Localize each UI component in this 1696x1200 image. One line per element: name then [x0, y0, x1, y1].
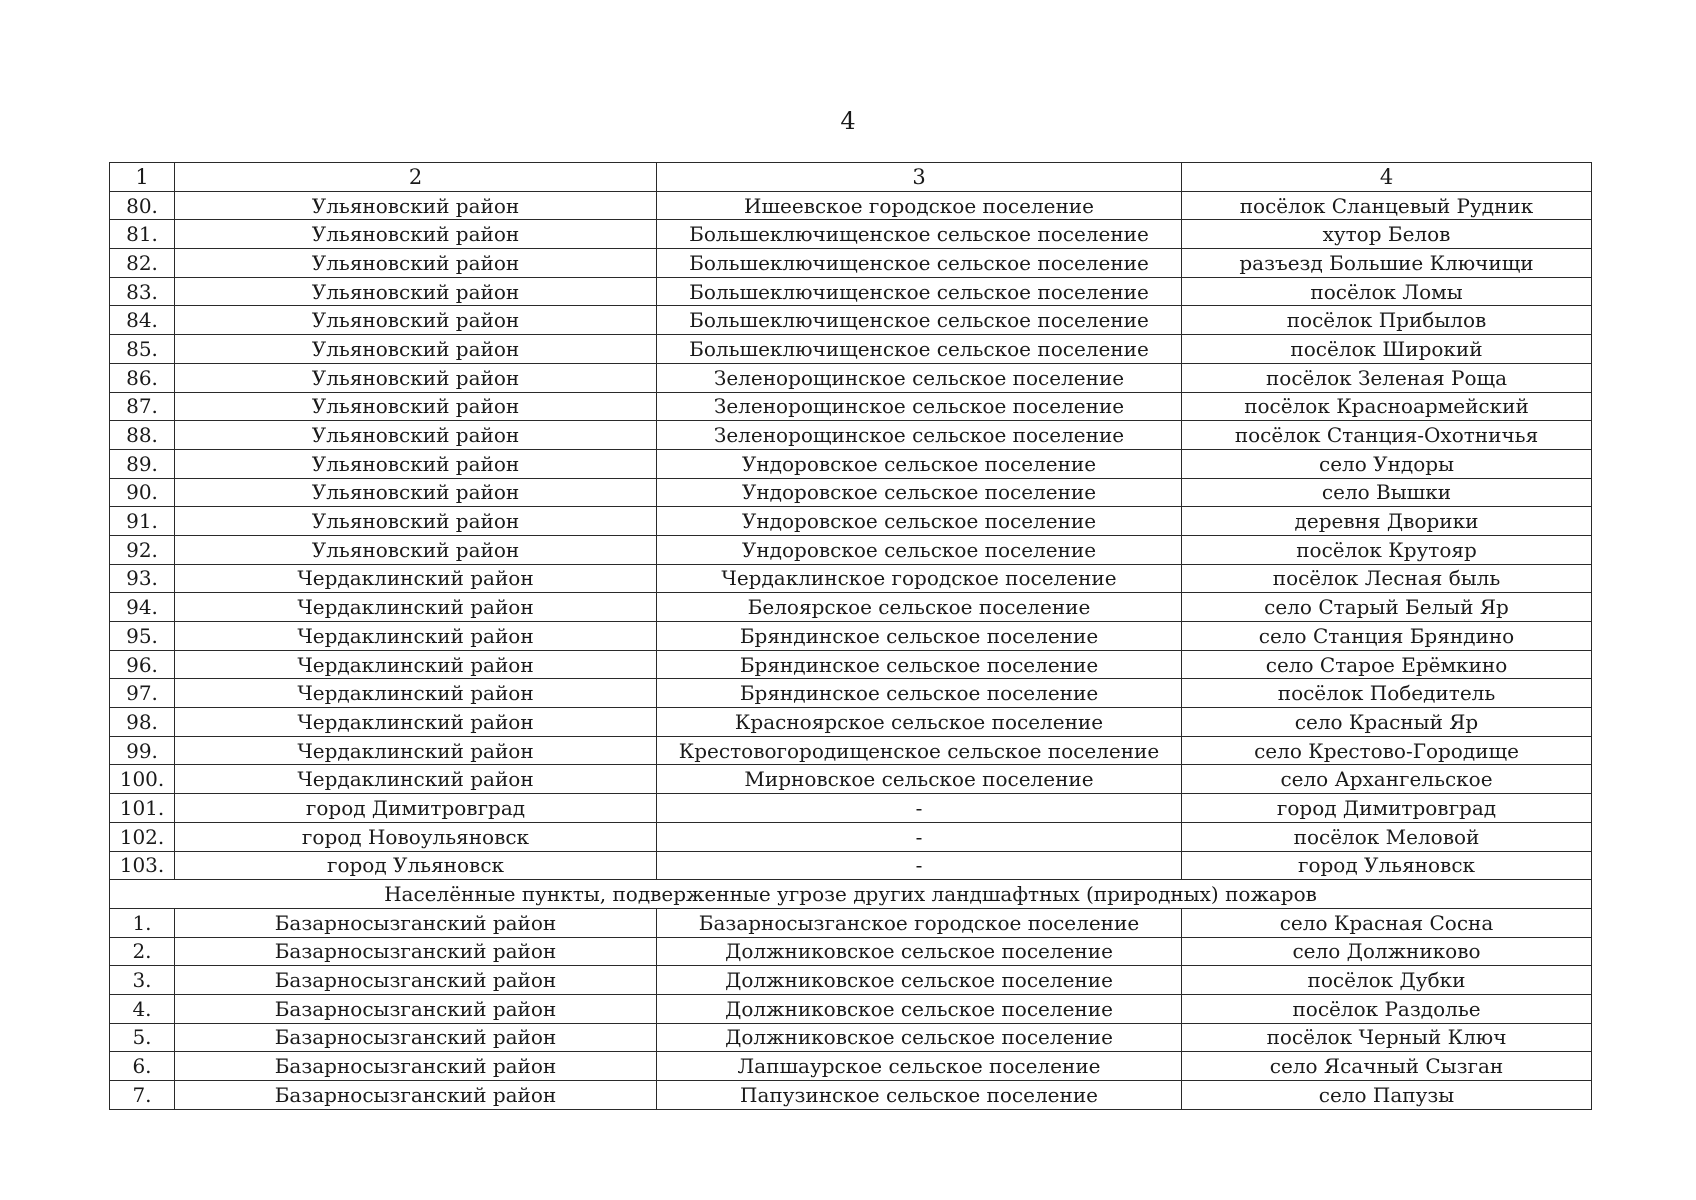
locality-cell: село Должниково: [1182, 937, 1592, 966]
row-number-cell: 89.: [110, 449, 175, 478]
locality-cell: деревня Дворики: [1182, 507, 1592, 536]
district-cell: Ульяновский район: [175, 392, 657, 421]
row-number-cell: 93.: [110, 564, 175, 593]
section-row: [110, 880, 1592, 909]
district-cell: Ульяновский район: [175, 478, 657, 507]
district-cell: Базарносызганский район: [175, 1081, 657, 1110]
header-row: [110, 163, 1592, 192]
table-row: [110, 249, 1592, 278]
table-row: [110, 622, 1592, 651]
district-cell: Ульяновский район: [175, 191, 657, 220]
page-number: 4: [840, 107, 856, 135]
settlement-municipality-cell: Ундоровское сельское поселение: [657, 478, 1182, 507]
row-number-cell: 85.: [110, 335, 175, 364]
locality-cell: посёлок Широкий: [1182, 335, 1592, 364]
settlement-municipality-cell: Зеленорощинское сельское поселение: [657, 363, 1182, 392]
settlement-municipality-cell: Бряндинское сельское поселение: [657, 650, 1182, 679]
row-number-cell: 102.: [110, 822, 175, 851]
settlement-municipality-cell: Большеключищенское сельское поселение: [657, 249, 1182, 278]
locality-cell: село Старый Белый Яр: [1182, 593, 1592, 622]
settlement-municipality-cell: Мирновское сельское поселение: [657, 765, 1182, 794]
table-row: [110, 822, 1592, 851]
table-header: [110, 163, 1592, 192]
row-number-cell: 90.: [110, 478, 175, 507]
row-number-cell: 84.: [110, 306, 175, 335]
settlement-municipality-cell: Зеленорощинское сельское поселение: [657, 421, 1182, 450]
settlement-municipality-cell: -: [657, 851, 1182, 880]
settlement-municipality-cell: Большеключищенское сельское поселение: [657, 277, 1182, 306]
district-cell: Ульяновский район: [175, 535, 657, 564]
table-row: [110, 220, 1592, 249]
district-cell: Чердаклинский район: [175, 622, 657, 651]
table-row: [110, 392, 1592, 421]
header-cell-1: 1: [110, 163, 175, 192]
row-number-cell: 101.: [110, 794, 175, 823]
locality-cell: посёлок Крутояр: [1182, 535, 1592, 564]
district-cell: Чердаклинский район: [175, 708, 657, 737]
district-cell: Чердаклинский район: [175, 679, 657, 708]
table-row: [110, 679, 1592, 708]
settlement-municipality-cell: Ундоровское сельское поселение: [657, 507, 1182, 536]
settlement-municipality-cell: Должниковское сельское поселение: [657, 1023, 1182, 1052]
settlement-municipality-cell: Крестовогородищенское сельское поселение: [657, 736, 1182, 765]
table-row: [110, 908, 1592, 937]
section-title: Населённые пункты, подверженные угрозе других ландшафтных (природных) пожаров: [110, 880, 1592, 909]
table-row: [110, 593, 1592, 622]
district-cell: Ульяновский район: [175, 421, 657, 450]
table-row: [110, 535, 1592, 564]
table-row: [110, 794, 1592, 823]
district-cell: Базарносызганский район: [175, 1023, 657, 1052]
locality-cell: село Вышки: [1182, 478, 1592, 507]
row-number-cell: 87.: [110, 392, 175, 421]
district-cell: Ульяновский район: [175, 277, 657, 306]
district-cell: Чердаклинский район: [175, 650, 657, 679]
table-row: [110, 851, 1592, 880]
row-number-cell: 103.: [110, 851, 175, 880]
table-row: [110, 507, 1592, 536]
settlement-municipality-cell: Должниковское сельское поселение: [657, 966, 1182, 995]
row-number-cell: 81.: [110, 220, 175, 249]
table-row: [110, 765, 1592, 794]
district-cell: Ульяновский район: [175, 220, 657, 249]
settlement-municipality-cell: Чердаклинское городское поселение: [657, 564, 1182, 593]
settlements-table: [109, 162, 1592, 1110]
locality-cell: посёлок Зеленая Роща: [1182, 363, 1592, 392]
settlement-municipality-cell: Ундоровское сельское поселение: [657, 535, 1182, 564]
district-cell: Базарносызганский район: [175, 966, 657, 995]
district-cell: Базарносызганский район: [175, 1052, 657, 1081]
district-cell: Ульяновский район: [175, 306, 657, 335]
district-cell: Ульяновский район: [175, 335, 657, 364]
locality-cell: село Архангельское: [1182, 765, 1592, 794]
settlement-municipality-cell: Ундоровское сельское поселение: [657, 449, 1182, 478]
settlement-municipality-cell: Бряндинское сельское поселение: [657, 679, 1182, 708]
row-number-cell: 98.: [110, 708, 175, 737]
locality-cell: город Ульяновск: [1182, 851, 1592, 880]
row-number-cell: 94.: [110, 593, 175, 622]
table-row: [110, 478, 1592, 507]
locality-cell: село Папузы: [1182, 1081, 1592, 1110]
locality-cell: село Ясачный Сызган: [1182, 1052, 1592, 1081]
locality-cell: посёлок Красноармейский: [1182, 392, 1592, 421]
district-cell: Чердаклинский район: [175, 564, 657, 593]
locality-cell: посёлок Меловой: [1182, 822, 1592, 851]
district-cell: Чердаклинский район: [175, 765, 657, 794]
locality-cell: село Крестово-Городище: [1182, 736, 1592, 765]
table-row: [110, 1023, 1592, 1052]
row-number-cell: 91.: [110, 507, 175, 536]
locality-cell: село Красная Сосна: [1182, 908, 1592, 937]
settlement-municipality-cell: Лапшаурское сельское поселение: [657, 1052, 1182, 1081]
settlement-municipality-cell: Большеключищенское сельское поселение: [657, 220, 1182, 249]
row-number-cell: 97.: [110, 679, 175, 708]
table-row: [110, 966, 1592, 995]
row-number-cell: 92.: [110, 535, 175, 564]
table-row: [110, 306, 1592, 335]
row-number-cell: 5.: [110, 1023, 175, 1052]
row-number-cell: 7.: [110, 1081, 175, 1110]
locality-cell: город Димитровград: [1182, 794, 1592, 823]
table-row: [110, 1052, 1592, 1081]
row-number-cell: 95.: [110, 622, 175, 651]
header-cell-4: 4: [1182, 163, 1592, 192]
locality-cell: разъезд Большие Ключищи: [1182, 249, 1592, 278]
locality-cell: посёлок Лесная быль: [1182, 564, 1592, 593]
settlement-municipality-cell: Папузинское сельское поселение: [657, 1081, 1182, 1110]
district-cell: Ульяновский район: [175, 363, 657, 392]
row-number-cell: 6.: [110, 1052, 175, 1081]
district-cell: Ульяновский район: [175, 449, 657, 478]
settlement-municipality-cell: Зеленорощинское сельское поселение: [657, 392, 1182, 421]
settlement-municipality-cell: Белоярское сельское поселение: [657, 593, 1182, 622]
row-number-cell: 88.: [110, 421, 175, 450]
district-cell: город Новоульяновск: [175, 822, 657, 851]
settlement-municipality-cell: Ишеевское городское поселение: [657, 191, 1182, 220]
table-body-part2: [110, 908, 1592, 1109]
table-row: [110, 708, 1592, 737]
table-row: [110, 1081, 1592, 1110]
district-cell: Чердаклинский район: [175, 593, 657, 622]
table-row: [110, 363, 1592, 392]
district-cell: Ульяновский район: [175, 249, 657, 278]
district-cell: Базарносызганский район: [175, 937, 657, 966]
district-cell: Чердаклинский район: [175, 736, 657, 765]
row-number-cell: 96.: [110, 650, 175, 679]
row-number-cell: 80.: [110, 191, 175, 220]
locality-cell: посёлок Победитель: [1182, 679, 1592, 708]
locality-cell: хутор Белов: [1182, 220, 1592, 249]
table-row: [110, 421, 1592, 450]
settlement-municipality-cell: Большеключищенское сельское поселение: [657, 306, 1182, 335]
table-row: [110, 650, 1592, 679]
locality-cell: посёлок Ломы: [1182, 277, 1592, 306]
settlement-municipality-cell: Большеключищенское сельское поселение: [657, 335, 1182, 364]
settlement-municipality-cell: Бряндинское сельское поселение: [657, 622, 1182, 651]
section-divider: [110, 880, 1592, 909]
table-row: [110, 736, 1592, 765]
district-cell: Базарносызганский район: [175, 994, 657, 1023]
table-row: [110, 277, 1592, 306]
locality-cell: посёлок Раздолье: [1182, 994, 1592, 1023]
table-row: [110, 191, 1592, 220]
table-row: [110, 937, 1592, 966]
table-row: [110, 994, 1592, 1023]
row-number-cell: 2.: [110, 937, 175, 966]
locality-cell: посёлок Дубки: [1182, 966, 1592, 995]
settlement-municipality-cell: Должниковское сельское поселение: [657, 937, 1182, 966]
header-cell-3: 3: [657, 163, 1182, 192]
locality-cell: посёлок Сланцевый Рудник: [1182, 191, 1592, 220]
settlement-municipality-cell: Базарносызганское городское поселение: [657, 908, 1182, 937]
row-number-cell: 4.: [110, 994, 175, 1023]
settlement-municipality-cell: Красноярское сельское поселение: [657, 708, 1182, 737]
table-body-part1: [110, 191, 1592, 880]
table-row: [110, 564, 1592, 593]
row-number-cell: 86.: [110, 363, 175, 392]
row-number-cell: 99.: [110, 736, 175, 765]
table-row: [110, 449, 1592, 478]
locality-cell: село Красный Яр: [1182, 708, 1592, 737]
locality-cell: посёлок Станция-Охотничья: [1182, 421, 1592, 450]
settlement-municipality-cell: Должниковское сельское поселение: [657, 994, 1182, 1023]
table-row: [110, 335, 1592, 364]
row-number-cell: 3.: [110, 966, 175, 995]
locality-cell: посёлок Черный Ключ: [1182, 1023, 1592, 1052]
settlement-municipality-cell: -: [657, 822, 1182, 851]
locality-cell: село Ундоры: [1182, 449, 1592, 478]
locality-cell: посёлок Прибылов: [1182, 306, 1592, 335]
header-cell-2: 2: [175, 163, 657, 192]
district-cell: Базарносызганский район: [175, 908, 657, 937]
district-cell: город Димитровград: [175, 794, 657, 823]
row-number-cell: 1.: [110, 908, 175, 937]
row-number-cell: 100.: [110, 765, 175, 794]
row-number-cell: 83.: [110, 277, 175, 306]
locality-cell: село Станция Бряндино: [1182, 622, 1592, 651]
locality-cell: село Старое Ерёмкино: [1182, 650, 1592, 679]
district-cell: город Ульяновск: [175, 851, 657, 880]
settlement-municipality-cell: -: [657, 794, 1182, 823]
district-cell: Ульяновский район: [175, 507, 657, 536]
row-number-cell: 82.: [110, 249, 175, 278]
